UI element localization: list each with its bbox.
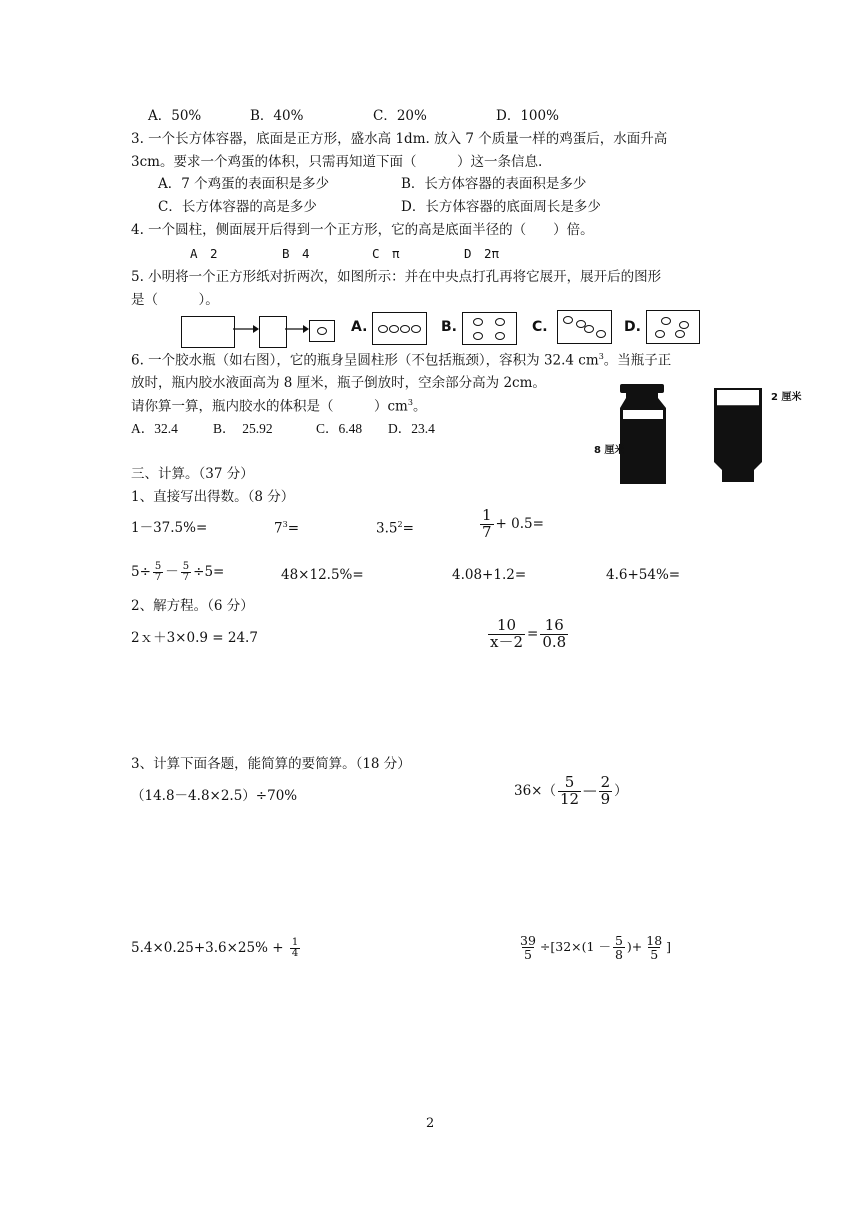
equation-1: 2ｘ＋3×0.9 = 24.7	[131, 630, 258, 646]
calc-c2	[514, 775, 628, 808]
q3-option-b: B．长方体容器的表面积是多少	[401, 176, 587, 192]
q6-option-d: D．23.4	[388, 421, 435, 436]
frac-den: x－2	[490, 632, 524, 651]
hole	[389, 325, 399, 333]
calc-c1: （14.8－4.8×2.5）÷70%	[131, 788, 298, 804]
bottle-label-2cm: 2 厘米	[771, 392, 802, 403]
e5-tail: ÷5=	[193, 564, 225, 580]
bottle-inverted-air	[717, 390, 759, 406]
q6-line3	[131, 398, 426, 415]
q6-option-a: A．32.4	[131, 421, 178, 436]
e2-base: 7	[274, 520, 283, 537]
q2-option-d: D．100%	[496, 108, 559, 124]
fraction-5-7	[181, 562, 191, 583]
q6-line1	[131, 352, 671, 369]
section3-title: 三、计算。（37 分）	[131, 466, 254, 482]
frac-num: 5	[564, 773, 575, 791]
e4-rest: + 0.5=	[495, 515, 544, 532]
frac-den: 5	[650, 947, 659, 963]
frac-den: 9	[600, 789, 611, 808]
frac-num: 5	[614, 933, 623, 948]
q6-line1-sup: 3	[598, 352, 604, 361]
arrow-right-icon	[233, 322, 259, 336]
q6-option-b: B． 25.92	[213, 421, 273, 436]
q5-option-a-label: A.	[351, 319, 368, 335]
c2-close: ）	[614, 782, 628, 799]
e3-base: 3.5	[376, 520, 398, 537]
fraction-5-12	[558, 775, 581, 808]
frac-num: 16	[544, 616, 564, 634]
q6-line1-text: 6. 一个胶水瓶（如右图），它的瓶身呈圆柱形（不包括瓶颈），容积为 32.4 cm	[131, 352, 599, 369]
frac-num: 10	[496, 616, 517, 634]
frac-den: 8	[614, 947, 623, 963]
hole	[495, 332, 505, 340]
fraction-10-over-x-2	[488, 618, 525, 651]
paper-folded-twice	[309, 320, 335, 342]
e2-eq: =	[287, 520, 299, 537]
q5-option-a-figure	[372, 312, 427, 345]
punch-hole	[317, 327, 327, 335]
q4-option-d: D 2π	[464, 246, 500, 261]
calc-e4	[478, 508, 544, 541]
c2-lead: 36×（	[514, 782, 556, 799]
frac-num: 5	[154, 561, 162, 572]
q5-option-b-figure	[462, 312, 517, 345]
hole	[584, 325, 594, 333]
q6-line2: 放时，瓶内胶水液面高为 8 厘米，瓶子倒放时，空余部分高为 2cm。	[131, 375, 546, 391]
q4-option-b: B 4	[282, 246, 310, 261]
page-number: 2	[426, 1116, 435, 1131]
q5-option-d-label: D.	[624, 319, 641, 335]
calc-e6: 48×12.5%=	[281, 567, 364, 583]
e2-exp: 3	[282, 520, 288, 529]
fraction-1-7	[480, 508, 494, 541]
frac-num: 2	[600, 773, 611, 791]
q2-option-b: B．40%	[250, 108, 304, 124]
c3-lead: 5.4×0.25+3.6×25% +	[131, 940, 288, 956]
frac-num: 5	[182, 561, 190, 572]
bottle-cap	[620, 384, 664, 393]
q6-line3-text: 请你算一算，瓶内胶水的体积是（ ）cm	[131, 398, 408, 415]
calc-e7: 4.08+1.2=	[452, 567, 527, 583]
q5-line1: 5. 小明将一个正方形纸对折两次，如图所示：并在中央点打孔再将它展开，展开后的图形	[131, 269, 662, 285]
q2-option-a: A．50%	[148, 108, 202, 124]
fraction-5-7	[153, 562, 163, 583]
e3-exp: 2	[397, 520, 403, 529]
fraction-5-8	[613, 934, 625, 961]
calc-e8: 4.6+54%=	[606, 567, 681, 583]
bottle-upright-air	[623, 410, 663, 419]
q6-line3-tail: 。	[412, 398, 427, 415]
frac-num: 18	[646, 933, 663, 948]
bottle-upright	[620, 393, 666, 484]
hole	[563, 316, 573, 324]
calc-e1: 1－37.5%=	[131, 520, 208, 536]
hole	[675, 330, 685, 338]
equation-2	[486, 618, 570, 651]
q2-option-c: C．20%	[373, 108, 427, 124]
c2-minus: —	[583, 782, 597, 799]
q6-line1-tail: 。当瓶子正	[603, 352, 672, 369]
q5-option-c-figure	[557, 310, 612, 344]
calc-c4	[516, 934, 671, 961]
hole	[411, 325, 421, 333]
q4-text: 4. 一个圆柱，侧面展开后得到一个正方形，它的高是底面半径的（ ）倍。	[131, 222, 594, 238]
calc-e5	[131, 562, 224, 583]
q3-option-d: D．长方体容器的底面周长是多少	[401, 199, 601, 215]
frac-den: 7	[182, 572, 190, 583]
hole	[596, 330, 606, 338]
q5-option-d-figure	[646, 310, 700, 344]
e5-lead: 5÷	[131, 564, 151, 580]
eq2-equals: =	[527, 625, 539, 642]
fraction-16-over-0.8	[540, 618, 568, 651]
q6-option-c: C．6.48	[316, 421, 363, 436]
e5-minus: －	[165, 564, 179, 580]
paper-folded-once	[259, 316, 287, 348]
c4-close: ]	[666, 939, 672, 955]
q5-line2: 是（ ）。	[131, 292, 219, 308]
part1-title: 1、直接写出得数。（8 分）	[131, 489, 295, 505]
q5-option-b-label: B.	[441, 319, 457, 335]
frac-den: 12	[560, 789, 580, 808]
hole	[473, 332, 483, 340]
fraction-1-4	[290, 938, 300, 959]
q6-line3-sup: 3	[407, 398, 413, 407]
calc-c3	[131, 938, 302, 959]
calc-e3	[376, 520, 414, 537]
q4-option-c: C π	[372, 246, 400, 261]
hole	[473, 318, 483, 326]
q3-line1: 3. 一个长方体容器，底面是正方形，盛水高 1dm. 放入 7 个质量一样的鸡蛋后，水面升高	[131, 131, 668, 147]
e3-eq: =	[402, 520, 414, 537]
frac-den: 0.8	[542, 632, 567, 651]
frac-den: 7	[154, 572, 162, 583]
q5-option-c-label: C.	[532, 319, 548, 335]
hole	[661, 317, 671, 325]
q3-line2: 3cm。要求一个鸡蛋的体积，只需再知道下面（ ）这一条信息.	[131, 154, 543, 170]
frac-num: 1	[482, 506, 492, 524]
frac-num: 1	[291, 937, 299, 948]
bottle-label-8cm: 8 厘米	[594, 445, 625, 456]
paper-full	[181, 316, 235, 348]
frac-den: 7	[482, 522, 492, 541]
fraction-39-5	[518, 934, 538, 961]
hole	[655, 330, 665, 338]
hole	[679, 321, 689, 329]
fraction-2-9	[599, 775, 613, 808]
c4-mid: ÷[32×(1 －	[539, 939, 611, 955]
part2-title: 2、解方程。（6 分）	[131, 598, 254, 614]
q3-option-a: A．7 个鸡蛋的表面积是多少	[158, 176, 330, 192]
frac-den: 5	[523, 947, 532, 963]
q4-option-a: A 2	[190, 246, 218, 261]
arrow-right-icon	[285, 322, 309, 336]
hole	[378, 325, 388, 333]
frac-num: 39	[520, 933, 536, 948]
q3-option-c: C．长方体容器的高是多少	[158, 199, 317, 215]
hole	[495, 318, 505, 326]
c4-plus: )+	[626, 939, 643, 955]
frac-den: 4	[291, 948, 299, 959]
calc-e2	[274, 520, 299, 537]
hole	[400, 325, 410, 333]
glue-bottle-figure	[592, 382, 792, 488]
fraction-18-5	[644, 934, 664, 961]
part3-title: 3、计算下面各题，能简算的要简算。（18 分）	[131, 756, 411, 772]
